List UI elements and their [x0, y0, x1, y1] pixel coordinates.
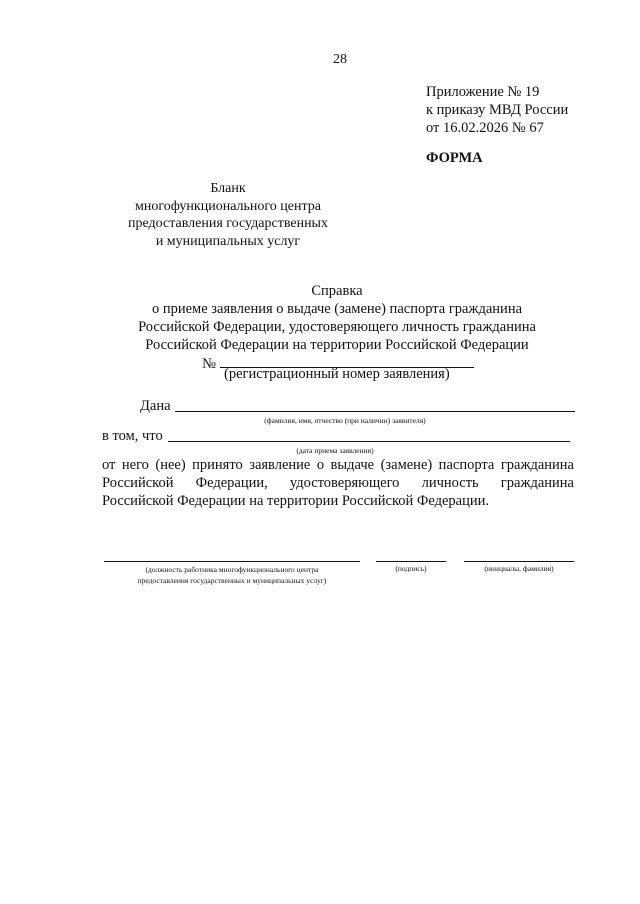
- letterhead-placeholder: [110, 180, 346, 250]
- in-that-label: в том, что: [102, 428, 163, 444]
- appendix-line-2: к приказу МВД России: [426, 102, 569, 118]
- title-line-3: Российской Федерации, удостоверяющего личность гражданина: [138, 319, 536, 335]
- applicant-name-field[interactable]: [175, 411, 575, 412]
- registration-number-caption: (регистрационный номер заявления): [224, 366, 450, 382]
- blank-line-1: Бланк: [210, 181, 246, 196]
- application-date-field[interactable]: [168, 441, 570, 442]
- blank-line-3: предоставления государственных: [128, 216, 328, 231]
- given-label: Дана: [140, 398, 171, 414]
- document-title: [100, 282, 574, 373]
- signature-caption: (подпись): [395, 564, 427, 573]
- signature-field[interactable]: [376, 561, 446, 562]
- name-field[interactable]: [464, 561, 574, 562]
- application-date-caption: (дата приема заявления): [296, 446, 374, 455]
- number-sign: №: [202, 356, 216, 372]
- position-caption-line-2: предоставления государственных и муниципальных услуг): [137, 576, 327, 585]
- body-text: от него (нее) принято заявление о выдаче (замене) паспорта гражданина Российской Федерации, удостоверяющего личность гражданина Российской Федерации на территории Российской Федерации.: [102, 457, 574, 509]
- form-label: ФОРМА: [426, 150, 483, 166]
- position-caption: [104, 564, 360, 586]
- appendix-line-1: Приложение № 19: [426, 84, 540, 100]
- appendix-reference: [426, 83, 568, 137]
- blank-line-4: и муниципальных услуг: [155, 233, 301, 249]
- title-line-2: о приеме заявления о выдаче (замене) паспорта гражданина: [151, 301, 523, 317]
- position-field[interactable]: [104, 561, 360, 562]
- page-number: 28: [333, 52, 347, 67]
- title-line-4: Российской Федерации на территории Российской Федерации: [145, 337, 529, 353]
- blank-line-2: многофункционального центра: [134, 198, 322, 214]
- position-caption-line-1: (должность работника многофункционального центра: [145, 565, 319, 574]
- title-line-1: Справка: [311, 283, 363, 299]
- appendix-line-3: от 16.02.2026 № 67: [426, 120, 544, 136]
- applicant-name-caption: (фамилия, имя, отчество (при наличии) заявителя): [264, 416, 426, 425]
- name-caption: (инициалы, фамилия): [484, 564, 554, 573]
